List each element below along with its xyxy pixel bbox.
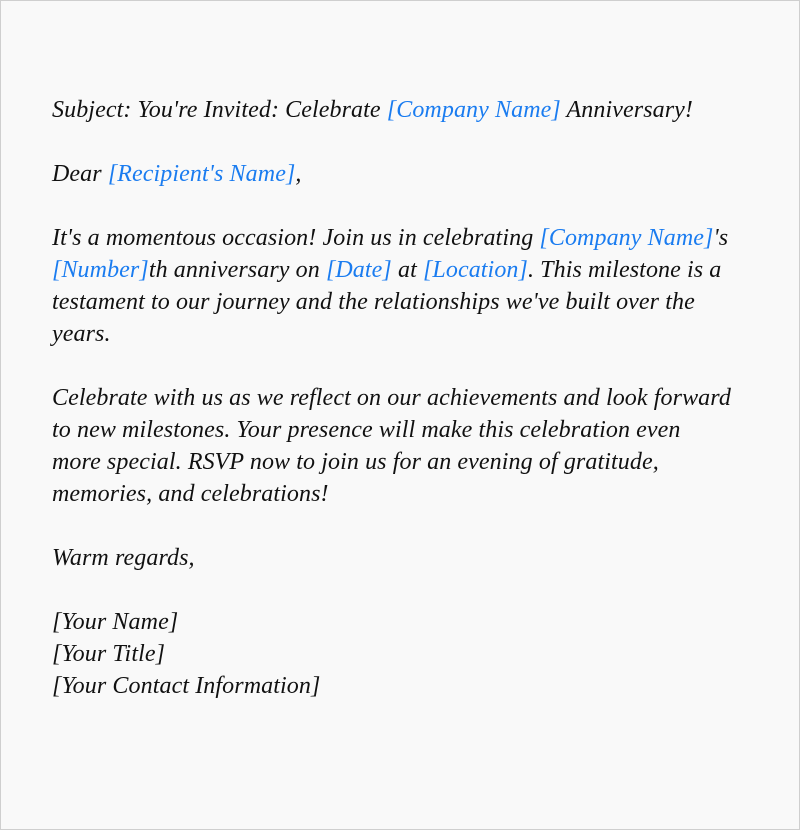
- placeholder-field[interactable]: [Number]: [52, 257, 149, 283]
- text-line: [52, 638, 731, 670]
- closing: [52, 542, 731, 574]
- text-segment: th anniversary on: [148, 257, 326, 283]
- text-segment: testament to our journey and the relationships we've built over the: [52, 289, 695, 315]
- text-line: [52, 158, 731, 190]
- text-line: [52, 94, 731, 126]
- text-line: [52, 446, 731, 478]
- subject-line: [52, 94, 731, 126]
- text-line: [52, 254, 731, 286]
- text-line: [52, 478, 731, 510]
- text-segment: Celebrate with us as we reflect on our achievements and look forward: [52, 385, 731, 411]
- placeholder-field[interactable]: [Company Name]: [539, 225, 714, 251]
- placeholder-field[interactable]: [Company Name]: [386, 97, 561, 123]
- text-segment: [Your Contact Information]: [52, 673, 321, 699]
- text-line: [52, 286, 731, 318]
- text-segment: Subject: You're Invited: Celebrate: [52, 97, 387, 123]
- text-segment: ,: [295, 161, 302, 187]
- text-segment: to new milestones. Your presence will make this celebration even: [52, 417, 681, 443]
- signature: [52, 606, 731, 702]
- body-paragraph-2: [52, 382, 731, 510]
- text-line: [52, 542, 731, 574]
- text-segment: memories, and celebrations!: [52, 481, 329, 507]
- text-segment: Dear: [52, 161, 108, 187]
- placeholder-field[interactable]: [Date]: [325, 257, 392, 283]
- text-segment: It's a momentous occasion! Join us in celebrating: [52, 225, 540, 251]
- text-segment: [Your Title]: [52, 641, 166, 667]
- body-paragraph-1: [52, 222, 731, 350]
- placeholder-field[interactable]: [Location]: [422, 257, 528, 283]
- text-line: [52, 670, 731, 702]
- text-segment: Anniversary!: [560, 97, 694, 123]
- text-segment: 's: [713, 225, 729, 251]
- greeting: [52, 158, 731, 190]
- text-line: [52, 414, 731, 446]
- text-segment: . This milestone is a: [527, 257, 722, 283]
- text-line: [52, 382, 731, 414]
- text-segment: at: [391, 257, 423, 283]
- text-segment: years.: [52, 321, 111, 347]
- email-template-body: [52, 94, 731, 734]
- text-line: [52, 606, 731, 638]
- text-line: [52, 318, 731, 350]
- placeholder-field[interactable]: [Recipient's Name]: [107, 161, 296, 187]
- text-segment: Warm regards,: [52, 545, 195, 571]
- text-line: [52, 222, 731, 254]
- text-segment: more special. RSVP now to join us for an evening of gratitude,: [52, 449, 659, 475]
- text-segment: [Your Name]: [52, 609, 179, 635]
